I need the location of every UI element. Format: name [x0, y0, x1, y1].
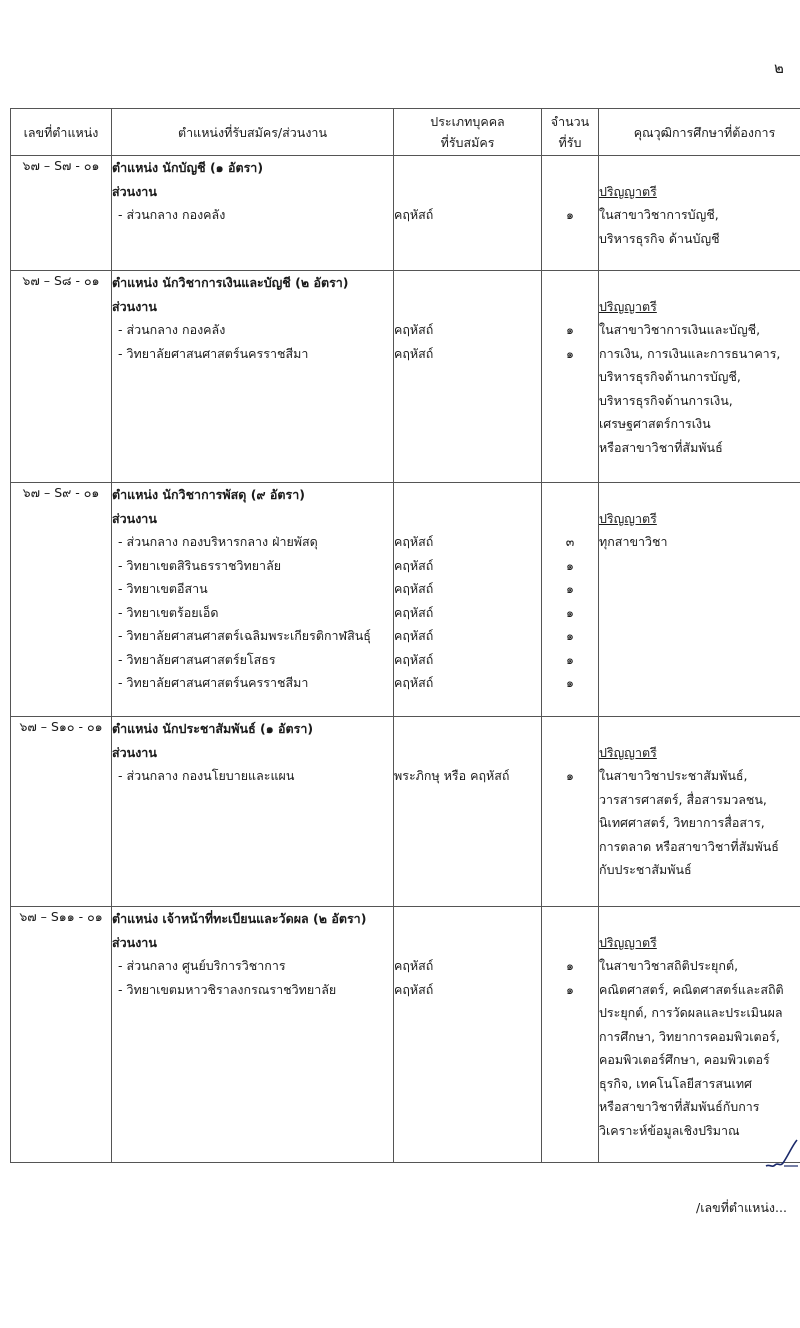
qualification-line: หรือสาขาวิชาที่สัมพันธ์กับการ [599, 1099, 760, 1114]
count-value: ๑ [566, 768, 574, 783]
qualification-line: คอมพิวเตอร์ศึกษา, คอมพิวเตอร์ [599, 1052, 770, 1067]
spacer [394, 741, 541, 765]
qualification-line: ในสาขาวิชาสถิติประยุกต์, [599, 958, 739, 973]
spacer [394, 931, 541, 955]
position-title: ตำแหน่ง นักวิชาการเงินและบัญชี (๒ อัตรา) [112, 275, 349, 290]
count-value: ๑ [566, 675, 574, 690]
count-value: ๑ [566, 207, 574, 222]
signature-mark [764, 1136, 800, 1172]
spacer [542, 717, 598, 741]
applicant-type-cell [394, 483, 542, 717]
spacer [542, 180, 598, 204]
table-header-row [11, 109, 800, 156]
applicant-type: คฤหัสถ์ [394, 604, 434, 620]
page-number: ๒ [774, 59, 784, 77]
count-cell [542, 717, 599, 907]
header-position-number: เลขที่ตำแหน่ง [11, 109, 112, 156]
unit-item: - ส่วนกลาง กองคลัง [118, 207, 226, 222]
count-cell [542, 271, 599, 483]
count-value: ๑ [566, 604, 574, 620]
applicant-type: คฤหัสถ์ [394, 675, 434, 690]
count-value: ๑ [566, 557, 574, 573]
unit-label: ส่วนงาน [112, 744, 157, 760]
applicant-type: คฤหัสถ์ [394, 581, 434, 596]
spacer [394, 483, 541, 507]
qualification-line: การตลาด หรือสาขาวิชาที่สัมพันธ์ [599, 838, 779, 854]
count-value: ๑ [566, 322, 574, 337]
continuation-footer: /เลขที่ตำแหน่ง... [696, 1200, 787, 1215]
unit-item: - วิทยาลัยศาสนศาสตร์นครราชสีมา [118, 675, 309, 690]
qualification-line: กับประชาสัมพันธ์ [599, 862, 692, 877]
unit-item: - ส่วนกลาง กองบริหารกลาง ฝ่ายพัสดุ [118, 534, 318, 549]
spacer [542, 483, 598, 507]
applicant-type-cell [394, 271, 542, 483]
unit-item: - วิทยาลัยศาสนศาสตร์เฉลิมพระเกียรติกาฬสินธุ์ [118, 628, 371, 643]
degree-level: ปริญญาตรี [599, 934, 657, 950]
qualification-cell [599, 483, 800, 717]
count-value: ๑ [566, 345, 574, 361]
position-number: ๖๗ – S๗ - ๐๑ [11, 156, 112, 271]
spacer [542, 507, 598, 531]
qualification-cell [599, 907, 800, 1163]
degree-level: ปริญญาตรี [599, 510, 657, 526]
degree-level: ปริญญาตรี [599, 298, 657, 314]
applicant-type-cell [394, 156, 542, 271]
count-cell [542, 907, 599, 1163]
header-count: จำนวน ที่รับ [542, 109, 599, 156]
position-number: ๖๗ – S๑๐ - ๐๑ [11, 717, 112, 907]
qualification-line: ในสาขาวิชาประชาสัมพันธ์, [599, 768, 748, 783]
applicant-type: คฤหัสถ์ [394, 345, 434, 361]
applicant-type: คฤหัสถ์ [394, 322, 434, 337]
position-cell [112, 717, 394, 907]
position-number: ๖๗ – S๘ - ๐๑ [11, 271, 112, 483]
spacer [599, 271, 800, 295]
unit-item: - วิทยาลัยศาสนศาสตร์นครราชสีมา [118, 345, 309, 361]
spacer [542, 931, 598, 955]
degree-level: ปริญญาตรี [599, 744, 657, 760]
unit-label: ส่วนงาน [112, 183, 157, 199]
qualification-line: บริหารธุรกิจด้านการบัญชี, [599, 369, 741, 384]
applicant-type: คฤหัสถ์ [394, 628, 434, 643]
applicant-type-cell [394, 717, 542, 907]
qualification-line: ในสาขาวิชาการบัญชี, [599, 207, 719, 222]
degree-level: ปริญญาตรี [599, 183, 657, 199]
spacer [542, 907, 598, 931]
qualification-line: การศึกษา, วิทยาการคอมพิวเตอร์, [599, 1028, 780, 1044]
positions-table [10, 108, 800, 1163]
unit-item: - วิทยาลัยศาสนศาสตร์ยโสธร [118, 651, 276, 667]
spacer [542, 271, 598, 295]
position-cell [112, 271, 394, 483]
header-applicant-type: ประเภทบุคคล ที่รับสมัคร [394, 109, 542, 156]
qualification-line: หรือสาขาวิชาที่สัมพันธ์ [599, 439, 723, 455]
unit-item: - วิทยาเขตร้อยเอ็ด [118, 604, 219, 620]
qualification-cell [599, 271, 800, 483]
unit-label: ส่วนงาน [112, 510, 157, 526]
qualification-line: วารสารศาสตร์, สื่อสารมวลชน, [599, 791, 767, 807]
spacer [599, 907, 800, 931]
applicant-type: คฤหัสถ์ [394, 981, 434, 997]
qualification-line: ในสาขาวิชาการเงินและบัญชี, [599, 322, 761, 337]
qualification-cell [599, 717, 800, 907]
qualification-line: ทุกสาขาวิชา [599, 534, 668, 549]
qualification-line: วิเคราะห์ข้อมูลเชิงปริมาณ [599, 1122, 740, 1138]
spacer [394, 295, 541, 319]
spacer [542, 295, 598, 319]
count-value: ๓ [565, 534, 575, 549]
unit-label: ส่วนงาน [112, 934, 157, 950]
spacer [599, 717, 800, 741]
count-value: ๑ [566, 628, 574, 643]
spacer [542, 156, 598, 180]
table-row [11, 907, 800, 1163]
applicant-type-cell [394, 907, 542, 1163]
position-cell [112, 156, 394, 271]
position-cell [112, 483, 394, 717]
applicant-type: คฤหัสถ์ [394, 534, 434, 549]
qualification-line: บริหารธุรกิจด้านการเงิน, [599, 392, 733, 408]
count-cell [542, 483, 599, 717]
applicant-type: คฤหัสถ์ [394, 557, 434, 573]
position-title: ตำแหน่ง เจ้าหน้าที่ทะเบียนและวัดผล (๒ อัตรา) [112, 911, 367, 926]
header-qualification: คุณวุฒิการศึกษาที่ต้องการ [599, 109, 800, 156]
table-row [11, 156, 800, 271]
position-number: ๖๗ – S๑๑ - ๐๑ [11, 907, 112, 1163]
count-value: ๑ [566, 651, 574, 667]
unit-item: - ส่วนกลาง ศูนย์บริการวิชาการ [118, 958, 286, 973]
spacer [394, 271, 541, 295]
position-cell [112, 907, 394, 1163]
spacer [599, 483, 800, 507]
unit-item: - วิทยาเขตอีสาน [118, 581, 208, 596]
applicant-type: พระภิกษุ หรือ คฤหัสถ์ [394, 768, 510, 783]
table-row [11, 717, 800, 907]
position-number: ๖๗ – S๙ - ๐๑ [11, 483, 112, 717]
count-value: ๑ [566, 581, 574, 596]
count-value: ๑ [566, 958, 574, 973]
spacer [394, 180, 541, 204]
spacer [542, 741, 598, 765]
unit-item: - วิทยาเขตมหาวชิราลงกรณราชวิทยาลัย [118, 981, 337, 997]
spacer [394, 717, 541, 741]
spacer [394, 907, 541, 931]
unit-label: ส่วนงาน [112, 298, 157, 314]
spacer [394, 156, 541, 180]
qualification-cell [599, 156, 800, 271]
applicant-type: คฤหัสถ์ [394, 651, 434, 667]
qualification-line: การเงิน, การเงินและการธนาคาร, [599, 345, 781, 361]
position-title: ตำแหน่ง นักวิชาการพัสดุ (๙ อัตรา) [112, 487, 305, 502]
unit-item: - วิทยาเขตสิรินธรราชวิทยาลัย [118, 557, 282, 573]
count-cell [542, 156, 599, 271]
spacer [394, 507, 541, 531]
table-row [11, 271, 800, 483]
applicant-type: คฤหัสถ์ [394, 207, 434, 222]
applicant-type: คฤหัสถ์ [394, 958, 434, 973]
count-value: ๑ [566, 981, 574, 997]
unit-item: - ส่วนกลาง กองนโยบายและแผน [118, 768, 295, 783]
position-title: ตำแหน่ง นักบัญชี (๑ อัตรา) [112, 160, 264, 175]
unit-item: - ส่วนกลาง กองคลัง [118, 322, 226, 337]
table-row [11, 483, 800, 717]
qualification-line: ประยุกต์, การวัดผลและประเมินผล [599, 1005, 783, 1020]
qualification-line: คณิตศาสตร์, คณิตศาสตร์และสถิติ [599, 981, 784, 997]
header-position-unit: ตำแหน่งที่รับสมัคร/ส่วนงาน [112, 109, 394, 156]
spacer [599, 156, 800, 180]
qualification-line: บริหารธุรกิจ ด้านบัญชี [599, 230, 720, 246]
qualification-line: เศรษฐศาสตร์การเงิน [599, 416, 711, 431]
qualification-line: นิเทศศาสตร์, วิทยาการสื่อสาร, [599, 815, 765, 830]
qualification-line: ธุรกิจ, เทคโนโลยีสารสนเทศ [599, 1075, 752, 1091]
position-title: ตำแหน่ง นักประชาสัมพันธ์ (๑ อัตรา) [112, 721, 314, 736]
